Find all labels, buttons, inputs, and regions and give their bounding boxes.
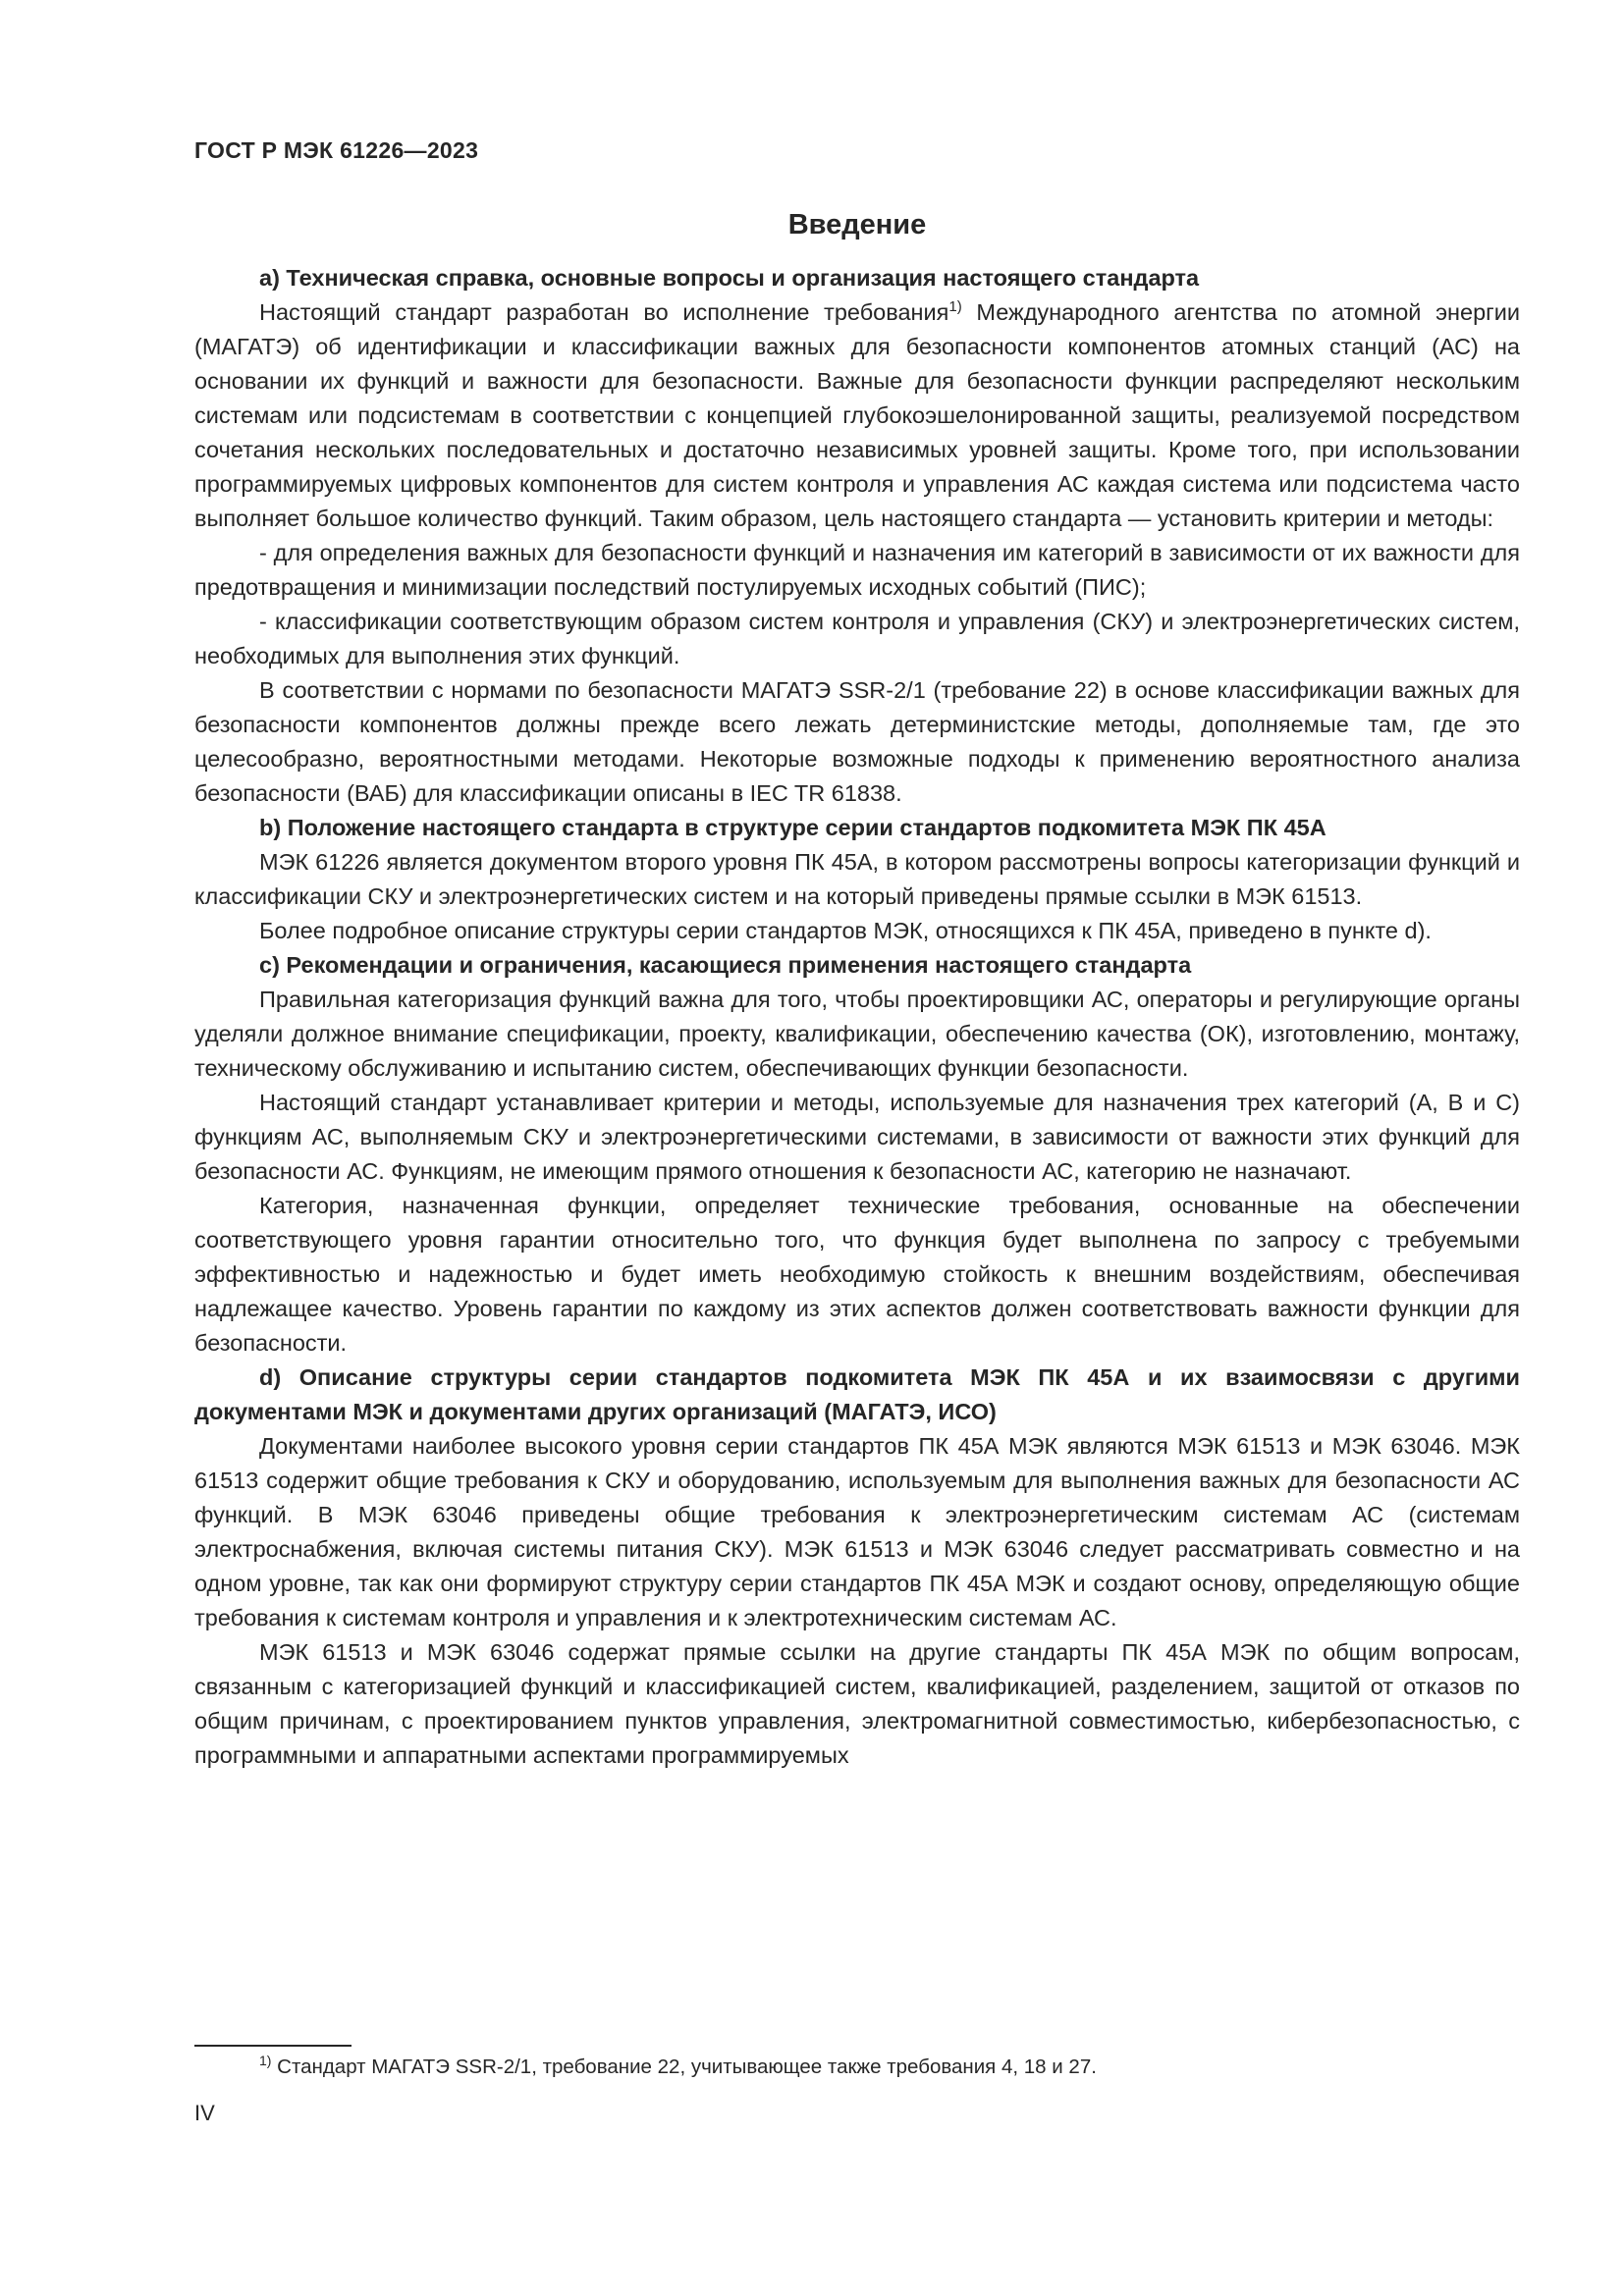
list-item: - для определения важных для безопасности функций и назначения им категорий в зависимости от их важности для предотвращения и минимизации последствий постулируемых исходных событий (ПИС);	[194, 540, 1520, 600]
section-heading-d: d) Описание структуры серии стандартов подкомитета МЭК ПК 45А и их взаимосвязи с другими документами МЭК и документами других организаций (МАГАТЭ, ИСО)	[194, 1364, 1520, 1424]
section-heading-a: а) Техническая справка, основные вопросы и организация настоящего стандарта	[259, 265, 1200, 291]
footnote-marker: 1)	[259, 2053, 272, 2069]
paragraph: В соответствии с нормами по безопасности МАГАТЭ SSR-2/1 (требование 22) в основе классификации важных для безопасности компонентов должны прежде всего лежать детерминистские методы, дополняемые там, где это целесообразно, вероятностными методами. Некоторые возможные подходы к применению вероятностного анализа безопасности (ВАБ) для классификации описаны в IEC TR 61838.	[194, 677, 1520, 806]
page-title: Введение	[787, 209, 927, 240]
paragraph: Настоящий стандарт разработан во исполнение требования$^{1)}$ Международного агентства по атомной энергии (МАГАТЭ) об идентификации и классификации важных для безопасности компонентов атомных станций (АС) на основании их функций и важности для безопасности. Важные для безопасности функции распределяют нескольким системам или подсистемам в соответствии с концепцией глубокоэшелонированной защиты, реализуемой посредством сочетания нескольких последовательных и достаточно независимых уровней защиты. Кроме того, при использовании программируемых цифровых компонентов для систем контроля и управления АС каждая система или подсистема часто выполняет большое количество функций. Таким образом, цель настоящего стандарта — установить критерии и методы:	[194, 298, 1521, 531]
paragraph: МЭК 61513 и МЭК 63046 содержат прямые ссылки на другие стандарты ПК 45А МЭК по общим вопросам, связанным с категоризацией функций и классификацией систем, квалификацией, разделением, защитой от отказов по общим причинам, с проектированием пунктов управления, электромагнитной совместимостью, кибербезопасностью, с программными и аппаратными аспектами программируемых	[194, 1639, 1520, 1768]
footnote-ref: 1)	[948, 298, 962, 316]
list-item: - классификации соответствующим образом систем контроля и управления (СКУ) и электроэнергетических систем, необходимых для выполнения этих функций.	[194, 609, 1520, 668]
footnote-text: Стандарт МАГАТЭ SSR-2/1, требование 22, учитывающее также требования 4, 18 и 27.	[271, 2056, 1097, 2078]
paragraph: Настоящий стандарт устанавливает критерии и методы, используемые для назначения трех категорий (А, В и С) функциям АС, выполняемым СКУ и электроэнергетическими системами, в зависимости от важности этих функций для безопасности АС. Функциям, не имеющим прямого отношения к безопасности АС, категорию не назначают.	[194, 1090, 1520, 1184]
document-header: ГОСТ Р МЭК 61226—2023	[194, 137, 479, 163]
paragraph: Более подробное описание структуры серии стандартов МЭК, относящихся к ПК 45А, приведено в пункте d).	[259, 918, 1432, 943]
paragraph: МЭК 61226 является документом второго уровня ПК 45А, в котором рассмотрены вопросы категоризации функций и классификации СКУ и электроэнергетических систем и на который приведены прямые ссылки в МЭК 61513.	[194, 849, 1520, 909]
page-number: IV	[194, 2101, 215, 2125]
footnote	[259, 2054, 1516, 2081]
section-heading-b: b) Положение настоящего стандарта в структуре серии стандартов подкомитета МЭК ПК 45А	[259, 815, 1326, 840]
paragraph: Правильная категоризация функций важна для того, чтобы проектировщики АС, операторы и регулирующие органы уделяли должное внимание спецификации, проекту, квалификации, обеспечению качества (ОК), изготовлению, монтажу, техническому обслуживанию и испытанию систем, обеспечивающих функции безопасности.	[194, 987, 1520, 1081]
footnote-divider	[194, 2045, 352, 2047]
page-body	[194, 137, 1520, 1773]
paragraph: Категория, назначенная функции, определяет технические требования, основанные на обеспечении соответствующего уровня гарантии относительно того, что функция будет выполнена по запросу с требуемыми эффективностью и надежностью и будет иметь необходимую стойкость к внешним воздействиям, обеспечивая надлежащее качество. Уровень гарантии по каждому из этих аспектов должен соответствовать важности функции для безопасности.	[194, 1193, 1520, 1356]
section-heading-c: с) Рекомендации и ограничения, касающиеся применения настоящего стандарта	[259, 952, 1192, 978]
paragraph: Документами наиболее высокого уровня серии стандартов ПК 45А МЭК являются МЭК 61513 и МЭК 63046. МЭК 61513 содержит общие требования к СКУ и оборудованию, используемым для выполнения важных для безопасности АС функций. В МЭК 63046 приведены общие требования к электроэнергетическим системам АС (системам электроснабжения, включая системы питания СКУ). МЭК 61513 и МЭК 63046 следует рассматривать совместно и на одном уровне, так как они формируют структуру серии стандартов ПК 45А МЭК и создают основу, определяющую общие требования к системам контроля и управления и к электротехническим системам АС.	[194, 1433, 1520, 1630]
